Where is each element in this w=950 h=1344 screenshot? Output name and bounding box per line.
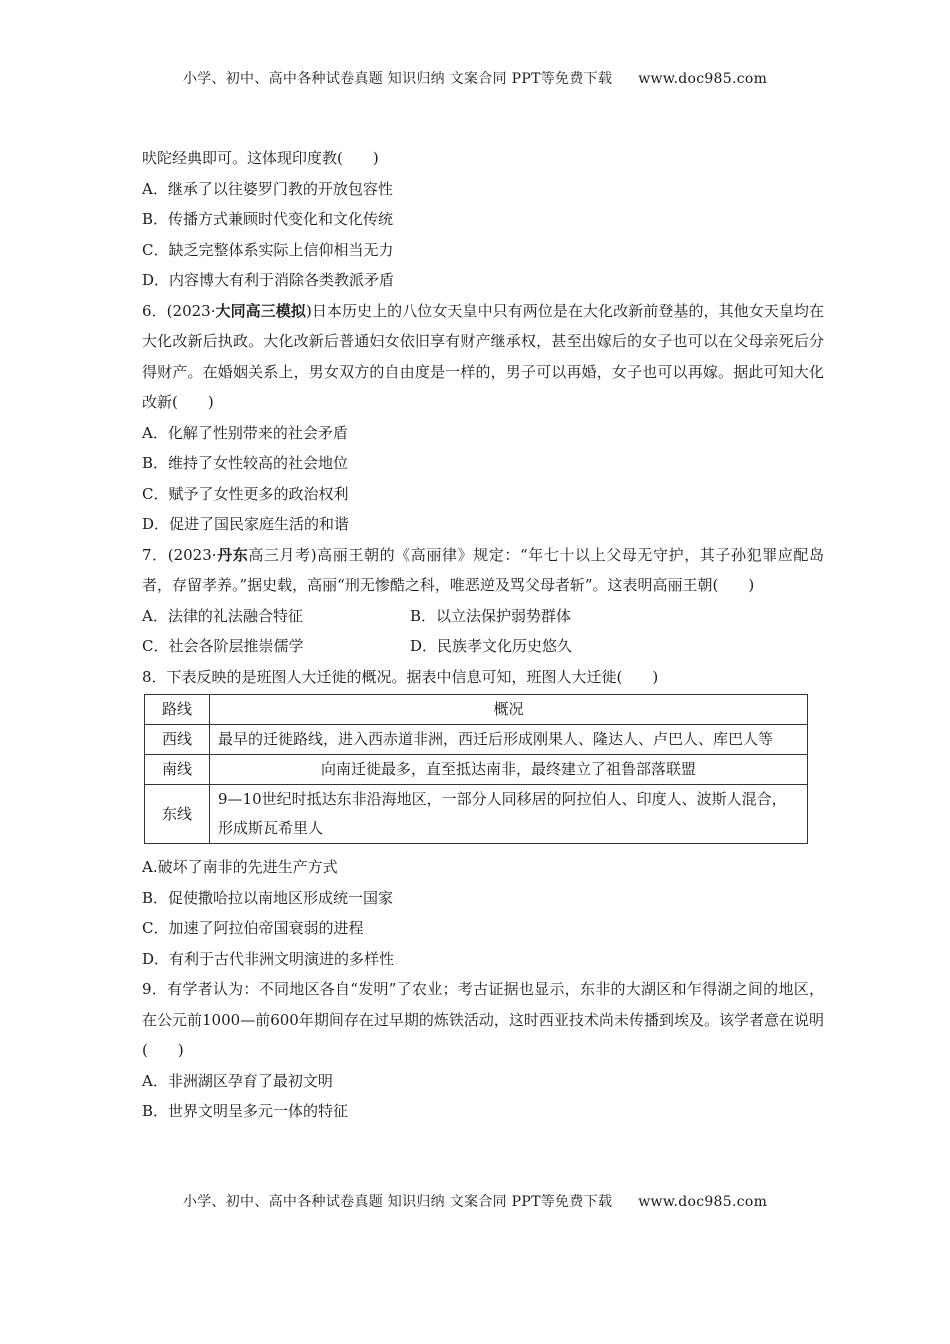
question-7-options-row-2	[142, 631, 824, 662]
question-8-option-b: B．促使撒哈拉以南地区形成统一国家	[142, 888, 394, 907]
question-8-option-c: C．加速了阿拉伯帝国衰弱的进程	[142, 919, 364, 937]
table-cell-overview: 最早的迁徙路线，进入西赤道非洲，西迁后形成刚果人、隆达人、卢巴人、库巴人等	[210, 725, 808, 755]
question-8	[142, 662, 824, 975]
header-slogan: 小学、初中、高中各种试卷真题 知识归纳 文案合同 PPT等免费下载	[182, 71, 613, 87]
table-row	[145, 785, 808, 844]
question-5-stem: 吠陀经典即可。这体现印度教( )	[142, 149, 379, 167]
question-7-number: 7．(2023·	[142, 545, 217, 564]
question-6-text: )日本历史上的八位女天皇中只有两位是在大化改新前登基的，其他女天皇均在大化改新后执政。大化改新后普通妇女依旧享有财产继承权，甚至出嫁后的女子也可以在父母亲死后分得财产。在婚姻关系上，男女双方的自由度是一样的，男子可以再婚，女子也可以再嫁。据此可知大化改新( )	[142, 301, 824, 411]
header-url[interactable]: www.doc985.com	[638, 71, 768, 87]
table-cell-overview: 向南迁徙最多，直至抵达南非，最终建立了祖鲁部落联盟	[210, 755, 808, 785]
question-5-option-d: D．内容博大有利于消除各类教派矛盾	[142, 271, 395, 289]
question-9-stem: 9．有学者认为：不同地区各自“发明”了农业；考古证据也显示，东非的大湖区和乍得湖之间的地区，在公元前1000—前600年期间存在过早期的炼铁活动，这时西亚技术尚未传播到埃及。该学者意在说明( )	[142, 980, 824, 1059]
question-7-option-c: C．社会各阶层推崇儒学	[142, 637, 304, 655]
table-cell-route: 东线	[145, 785, 210, 844]
table-row	[145, 755, 808, 785]
question-8-stem: 8．下表反映的是班图人大迁徙的概况。据表中信息可知，班图人大迁徙( )	[142, 667, 659, 686]
table-header-overview: 概况	[210, 695, 808, 725]
question-6	[142, 296, 824, 540]
question-6-number: 6．(2023·	[142, 301, 216, 320]
question-6-source: 大同高三模拟	[215, 301, 306, 320]
footer-url[interactable]: www.doc985.com	[638, 1194, 768, 1210]
question-7-stem	[142, 540, 824, 601]
question-7-text: 高三月考)高丽王朝的《高丽律》规定：“年七十以上父母无守护，其子孙犯罪应配岛者，存留孝养。”据史载，高丽“刑无惨酷之科，唯恶逆及骂父母者斩”。这表明高丽王朝( )	[142, 545, 824, 594]
table-cell-route: 西线	[145, 725, 210, 755]
table-header-row	[145, 695, 808, 725]
question-6-option-c: C．赋予了女性更多的政治权利	[142, 484, 349, 503]
question-6-option-a: A．化解了性别带来的社会矛盾	[142, 423, 348, 442]
table-header-route: 路线	[145, 695, 210, 725]
question-5-option-c: C．缺乏完整体系实际上信仰相当无力	[142, 240, 394, 259]
migration-table	[144, 694, 808, 844]
question-content	[142, 143, 824, 1127]
question-7-option-d: D．民族孝文化历史悠久	[410, 637, 573, 655]
question-8-option-a: A.破坏了南非的先进生产方式	[142, 858, 338, 876]
question-7-option-a: A．法律的礼法融合特征	[142, 606, 303, 625]
question-9	[142, 974, 824, 1127]
question-8-option-d: D．有利于古代非洲文明演进的多样性	[142, 949, 395, 968]
question-7-options-row-1	[142, 601, 824, 632]
question-7-source: 丹东	[216, 545, 249, 564]
page-footer	[0, 1191, 950, 1211]
question-6-stem	[142, 296, 824, 418]
table-cell-overview: 9—10世纪时抵达东非沿海地区，一部分人同移居的阿拉伯人、印度人、波斯人混合，形成斯瓦希里人	[210, 785, 808, 844]
table-row	[145, 725, 808, 755]
table-cell-route: 南线	[145, 755, 210, 785]
question-5	[142, 143, 824, 296]
question-5-option-a: A．继承了以往婆罗门教的开放包容性	[142, 179, 393, 198]
question-6-option-d: D．促进了国民家庭生活的和谐	[142, 515, 350, 533]
question-5-option-b: B．传播方式兼顾时代变化和文化传统	[142, 210, 394, 228]
page-header	[0, 68, 950, 88]
question-6-option-b: B．维持了女性较高的社会地位	[142, 454, 349, 472]
question-9-option-b: B．世界文明呈多元一体的特征	[142, 1102, 349, 1120]
footer-slogan: 小学、初中、高中各种试卷真题 知识归纳 文案合同 PPT等免费下载	[182, 1194, 613, 1210]
question-9-option-a: A．非洲湖区孕育了最初文明	[142, 1071, 333, 1090]
question-7-option-b: B．以立法保护弱势群体	[410, 606, 572, 625]
question-7	[142, 540, 824, 662]
